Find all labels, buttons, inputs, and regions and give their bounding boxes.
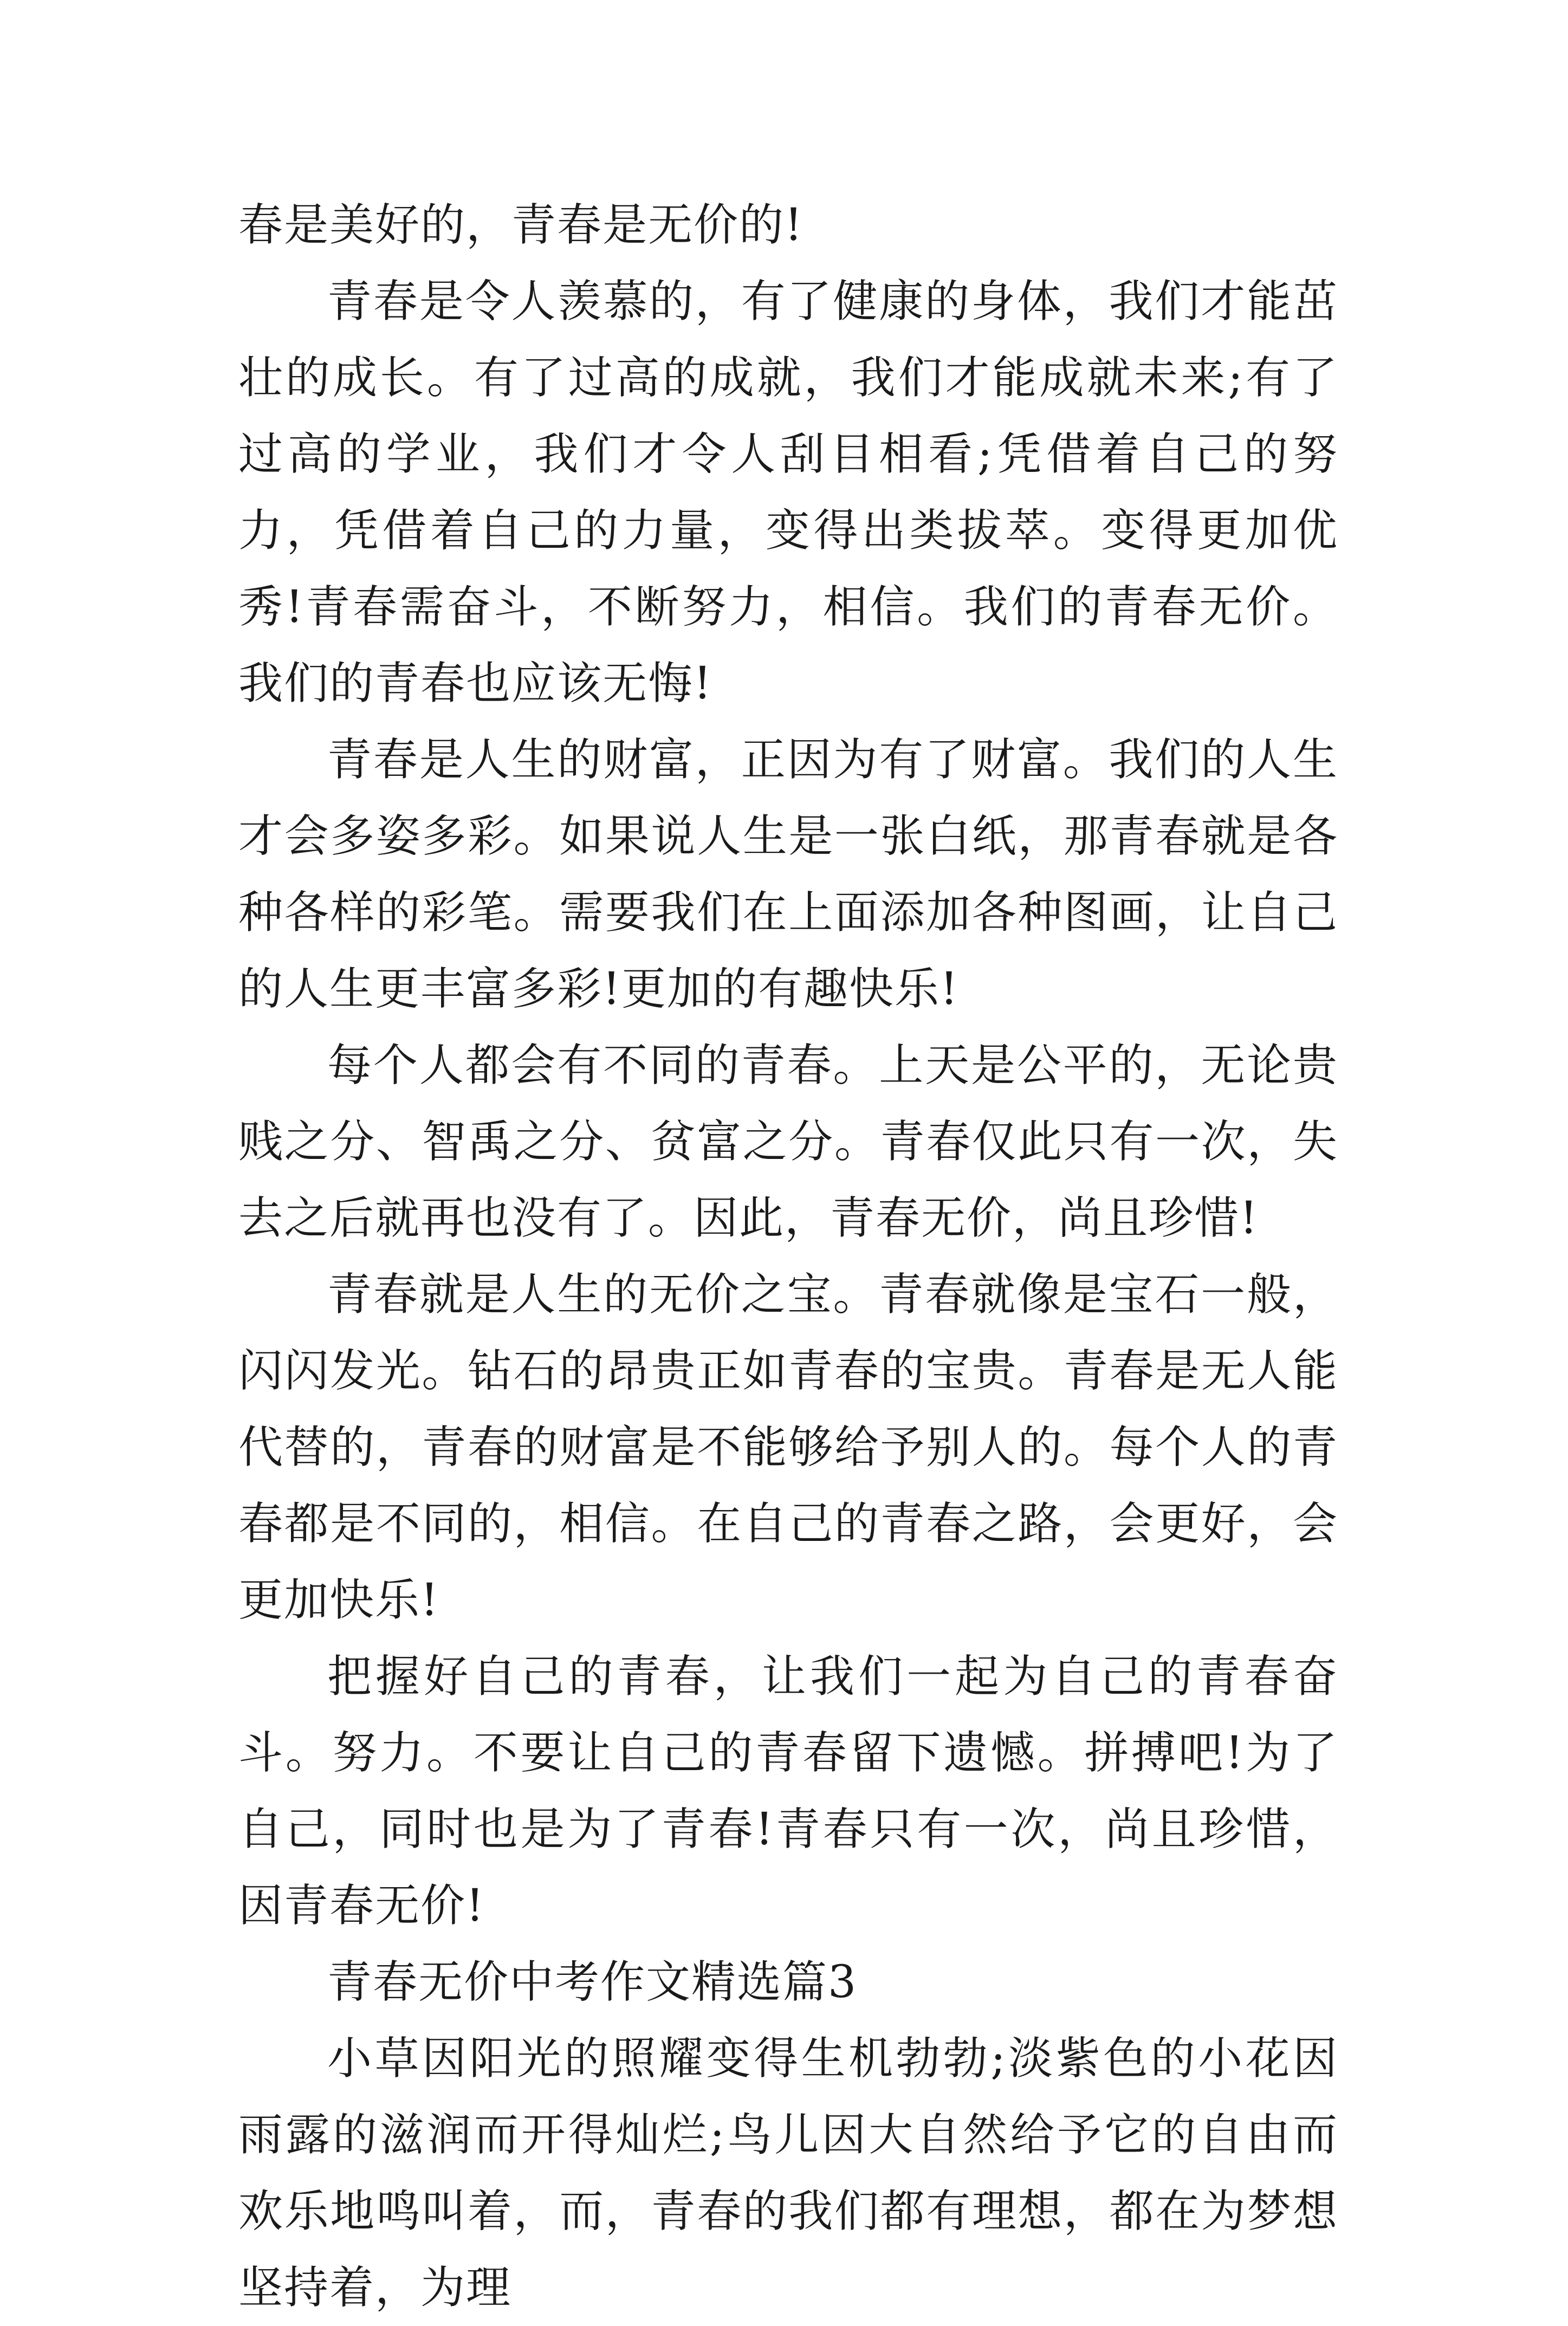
paragraph-3: 青春是人生的财富，正因为有了财富。我们的人生才会多姿多彩。如果说人生是一张白纸，那青春就是各种各样的彩笔。需要我们在上面添加各种图画，让自己的人生更丰富多彩!更加的有趣快乐!	[238, 734, 1338, 1015]
paragraph-6: 把握好自己的青春，让我们一起为自己的青春奋斗。努力。不要让自己的青春留下遗憾。拼搏吧!为了自己，同时也是为了青春!青春只有一次，尚且珍惜，因青春无价!	[238, 1651, 1338, 1932]
paragraph-2: 青春是令人羡慕的，有了健康的身体，我们才能茁壮的成长。有了过高的成就，我们才能成就未来;有了过高的学业，我们才令人刮目相看;凭借着自己的努力，凭借着自己的力量，变得出类拔萃。变得更加优秀!青春需奋斗，不断努力，相信。我们的青春无价。我们的青春也应该无悔!	[238, 276, 1338, 709]
paragraph-1: 春是美好的，青春是无价的!	[238, 199, 804, 251]
paragraph-5: 青春就是人生的无价之宝。青春就像是宝石一般，闪闪发光。钻石的昂贵正如青春的宝贵。青春是无人能代替的，青春的财富是不能够给予别人的。每个人的青春都是不同的，相信。在自己的青春之路，会更好，会更加快乐!	[238, 1269, 1338, 1626]
paragraph-4: 每个人都会有不同的青春。上天是公平的，无论贵贱之分、智禹之分、贫富之分。青春仅此只有一次，失去之后就再也没有了。因此，青春无价，尚且珍惜!	[238, 1040, 1338, 1244]
paragraph-7: 小草因阳光的照耀变得生机勃勃;淡紫色的小花因雨露的滋润而开得灿烂;鸟儿因大自然给予它的自由而欢乐地鸣叫着，而，青春的我们都有理想，都在为梦想坚持着，为理	[238, 2033, 1338, 2314]
essay-body	[238, 187, 1338, 2326]
section-heading: 青春无价中考作文精选篇3	[327, 1956, 858, 2008]
